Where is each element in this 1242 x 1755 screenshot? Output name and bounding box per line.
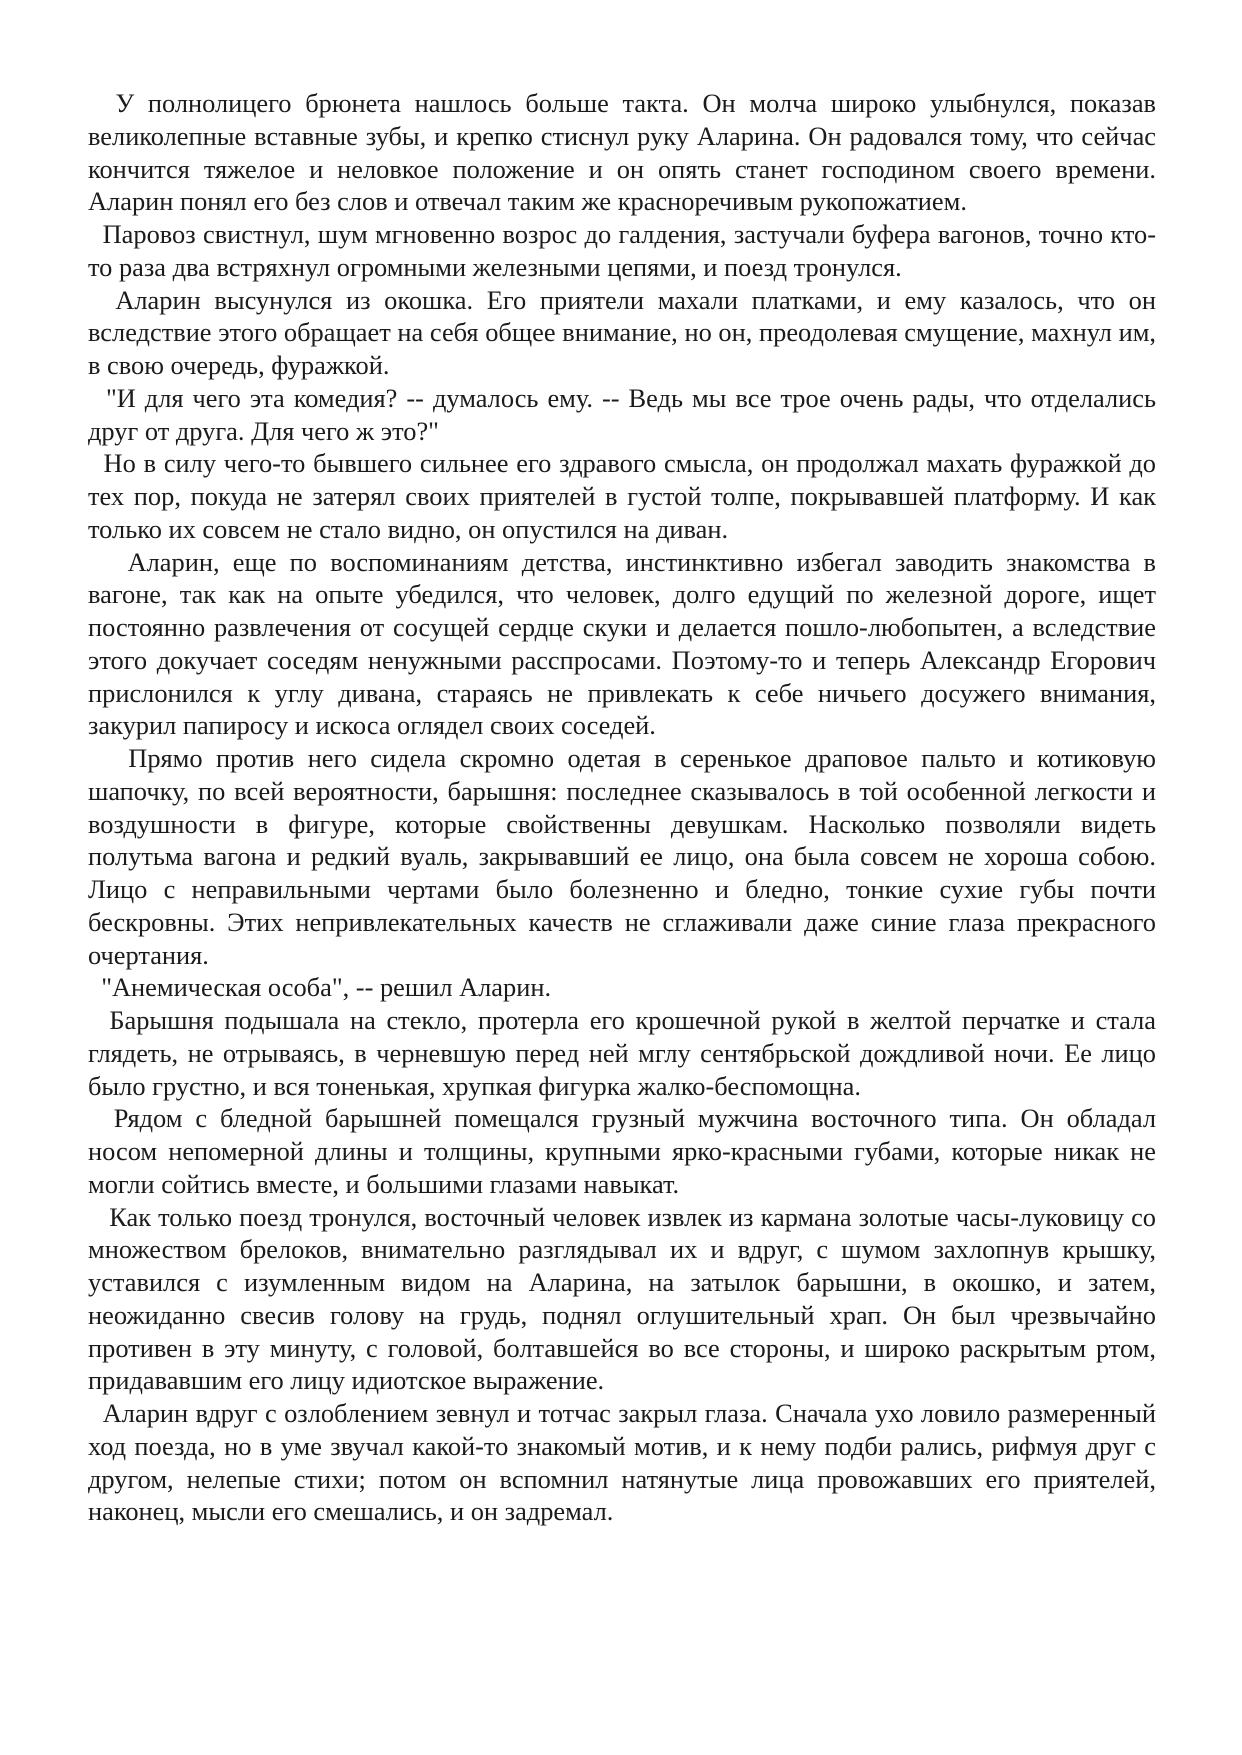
paragraph-10: Рядом с бледной барышней помещался грузный мужчина восточного типа. Он обладал носом непомерной длины и толщины, крупными ярко-красными губами, которые никак не могли сойтись вместе, и большими глазами навыкат.	[88, 1103, 1156, 1199]
text-body	[88, 87, 1156, 1528]
paragraph-1: У полнолицего брюнета нашлось больше такта. Он молча широко улыбнулся, показав великолепные вставные зубы, и крепко стиснул руку Аларина. Он радовался тому, что сейчас кончится тяжелое и неловкое положение и он опять станет господином своего времени. Аларин понял его без слов и отвечал таким же красноречивым рукопожатием.	[88, 88, 1156, 217]
paragraph-6: Аларин, еще по воспоминаниям детства, инстинктивно избегал заводить знакомства в вагоне, так как на опыте убедился, что человек, долго едущий по железной дороге, ищет постоянно развлечения от сосущей сердце скуки и делается пошло-любопытен, а вследствие этого докучает соседям ненужными расспросами. Поэтому-то и теперь Александр Егорович прислонился к углу дивана, стараясь не привлекать к себе ничьего досужего внимания, закурил папиросу и искоса оглядел своих соседей.	[88, 546, 1156, 741]
paragraph-8: "Анемическая особа", -- решил Аларин.	[88, 972, 552, 1003]
paragraph-5: Но в силу чего-то бывшего сильнее его здравого смысла, он продолжал махать фуражкой до тех пор, покуда не затерял своих приятелей в густой толпе, покрывавшей платформу. И как только их совсем не стало видно, он опустился на диван.	[88, 448, 1156, 544]
paragraph-12: Аларин вдруг с озлоблением зевнул и тотчас закрыл глаза. Сначала ухо ловило размеренный ход поезда, но в уме звучал какой-то знакомый мотив, и к нему подби рались, рифмуя друг с другом, нелепые стихи; потом он вспомнил натянутые лица провожавших его приятелей, наконец, мысли его смешались, и он задремал.	[88, 1398, 1156, 1527]
paragraph-3: Аларин высунулся из окошка. Его приятели махали платками, и ему казалось, что он вследствие этого обращает на себя общее внимание, но он, преодолевая смущение, махнул им, в свою очередь, фуражкой.	[88, 284, 1156, 380]
paragraph-11: Как только поезд тронулся, восточный человек извлек из кармана золотые часы-луковицу со множеством брелоков, внимательно разглядывал их и вдруг, с шумом захлопнув крышку, уставился с изумленным видом на Аларина, на затылок барышни, в окошко, и затем, неожиданно свесив голову на грудь, поднял оглушительный храп. Он был чрезвычайно противен в эту минуту, с головой, болтавшейся во все стороны, и широко раскрытым ртом, придававшим его лицу идиотское выражение.	[88, 1201, 1156, 1396]
paragraph-2: Паровоз свистнул, шум мгновенно возрос до галдения, застучали буфера вагонов, точно кто-то раза два встряхнул огромными железными цепями, и поезд тронулся.	[88, 219, 1156, 282]
paragraph-7: Прямо против него сидела скромно одетая в серенькое драповое пальто и котиковую шапочку, по всей вероятности, барышня: последнее сказывалось в той особенной легкости и воздушности в фигуре, которые свойственны девушкам. Насколько позволяли видеть полутьма вагона и редкий вуаль, закрывавший ее лицо, она была совсем не хороша собою. Лицо с неправильными чертами было болезненно и бледно, тонкие сухие губы почти бескровны. Этих непривлекательных качеств не сглаживали даже синие глаза прекрасного очертания.	[88, 743, 1156, 970]
paragraph-4: "И для чего эта комедия? -- думалось ему. -- Ведь мы все трое очень рады, что отделались друг от друга. Для чего ж это?"	[88, 382, 1156, 446]
paragraph-9: Барышня подышала на стекло, протерла его крошечной рукой в желтой перчатке и стала глядеть, не отрываясь, в черневшую перед ней мглу сентябрьской дождливой ночи. Ее лицо было грустно, и вся тоненькая, хрупкая фигурка жалко-беспомощна.	[88, 1005, 1156, 1101]
